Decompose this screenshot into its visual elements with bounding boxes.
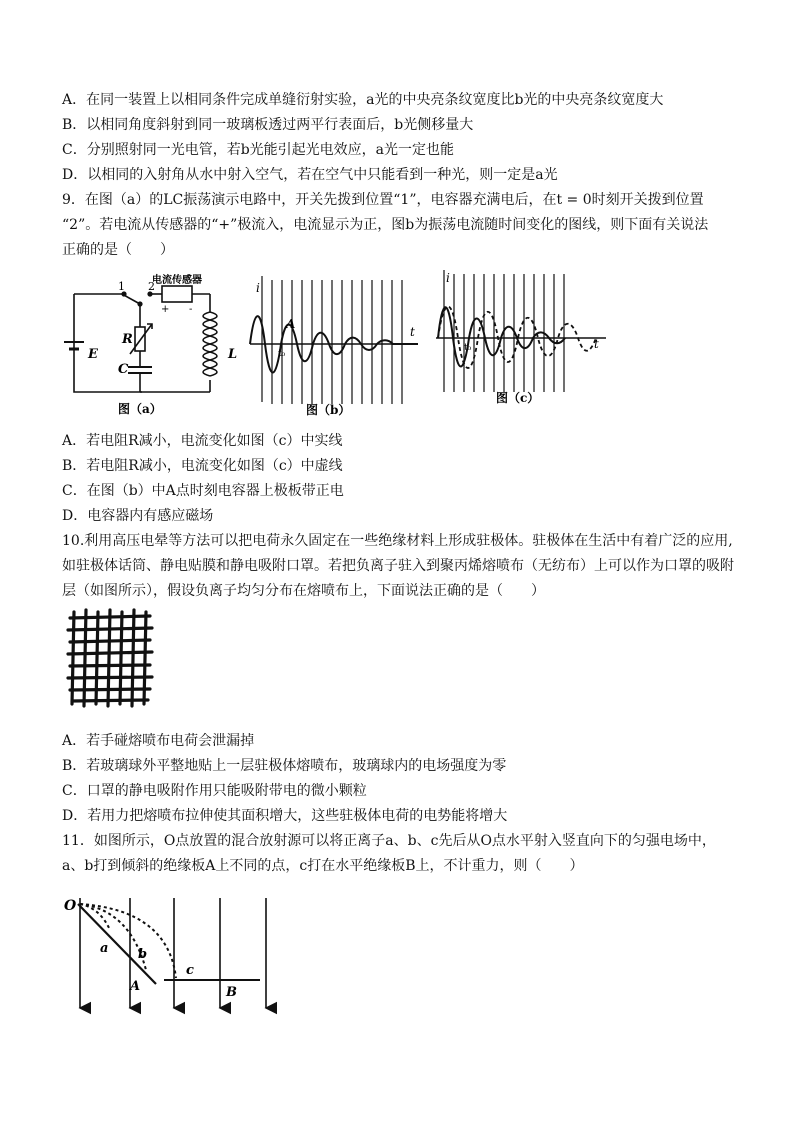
label-C: C [118,362,129,377]
q9-option-b: B．若电阻R减小，电流变化如图（c）中虚线 [62,458,343,474]
label-O: O [64,898,77,914]
q8-option-a: A．在同一装置上以相同条件完成单缝衍射实验，a光的中央亮条纹宽度比b光的中央亮条纹宽度大 [62,92,664,108]
q10-stem-line2: 如驻极体话筒、静电贴膜和静电吸附口罩。若把负离子驻入到聚丙烯熔喷布（无纺布）上可以作为口罩的吸附 [62,558,734,574]
q9-option-c: C．在图（b）中A点时刻电容器上极板带正电 [62,483,344,499]
label-c: c [186,963,194,978]
q10-option-d: D．若用力把熔喷布拉伸使其面积增大，这些驻极体电荷的电势能将增大 [62,808,508,824]
fig-c-axis-t: t [594,337,599,351]
q8-option-d: D．以相同的入射角从水中射入空气，若在空气中只能看到一种光，则一定是a光 [62,167,558,183]
fig-b-axis-i: i [256,281,260,295]
q9-stem-line3: 正确的是（ ） [62,242,174,258]
label-R: R [122,332,133,347]
q10-option-b: B．若玻璃球外平整地贴上一层驻极体熔喷布，玻璃球内的电场强度为零 [62,758,507,774]
q8-option-b: B．以相同角度斜射到同一玻璃板透过两平行表面后，b光侧移量大 [62,117,474,133]
q11-stem-line1: 11．如图所示，O点放置的混合放射源可以将正离子a、b、c先后从O点水平射入竖直向下的匀强电场中， [62,833,716,849]
switch-pos-1: 1 [118,280,125,293]
sensor-label: 电流传感器 [152,275,202,286]
q10-option-a: A．若手碰熔喷布电荷会泄漏掉 [62,733,255,749]
label-A: A [130,979,141,994]
q9-figure-a-circuit [62,272,247,420]
q8-option-c: C．分别照射同一光电管，若b光能引起光电效应，a光一定也能 [62,142,455,158]
q10-option-c: C．口罩的静电吸附作用只能吸附带电的微小颗粒 [62,783,367,799]
fig-c-axis-i: i [446,271,450,285]
label-B: B [226,985,237,1000]
q9-figure-c-compare [436,266,614,408]
sensor-plus: + [161,304,170,315]
q10-stem-line3: 层（如图所示），假设负离子均匀分布在熔喷布上，下面说法正确的是（ ） [62,583,545,599]
q10-stem-line1: 10.利用高压电晕等方法可以把电荷永久固定在一些绝缘材料上形成驻极体。驻极体在生活中有着广泛的应用, [62,533,733,549]
label-a: a [100,941,109,956]
caption-c: 图（c） [496,391,540,405]
caption-b: 图（b） [306,403,351,417]
fig-c-t0: t₀ [464,343,472,353]
q9-option-d: D．电容器内有感应磁场 [62,508,214,524]
label-E: E [88,347,98,362]
label-b: b [138,947,148,962]
q10-meltblown-fabric-image [64,608,156,708]
q9-stem-line2: “2”。若电流从传感器的“+”极流入，电流显示为正，图b为振荡电流随时间变化的图线，则下面有关说法 [62,217,709,233]
q9-option-a: A．若电阻R减小，电流变化如图（c）中实线 [62,433,343,449]
switch-pos-2: 2 [148,280,155,293]
q9-figure-b-damped-current [248,272,426,420]
q11-electric-field-figure [60,890,280,1020]
sensor-minus: - [189,304,193,315]
fig-b-t0: t₀ [278,349,286,359]
label-L: L [228,347,238,362]
fig-b-point-A: A [286,317,296,331]
fig-b-axis-t: t [410,325,415,339]
q9-stem-line1: 9．在图（a）的LC振荡演示电路中，开关先拨到位置“1”，电容器充满电后，在t = 0时刻开关拨到位置 [62,192,704,208]
q11-stem-line2: a、b打到倾斜的绝缘板A上不同的点，c打在水平绝缘板B上，不计重力，则（ ） [62,858,584,874]
caption-a: 图（a） [118,402,162,416]
